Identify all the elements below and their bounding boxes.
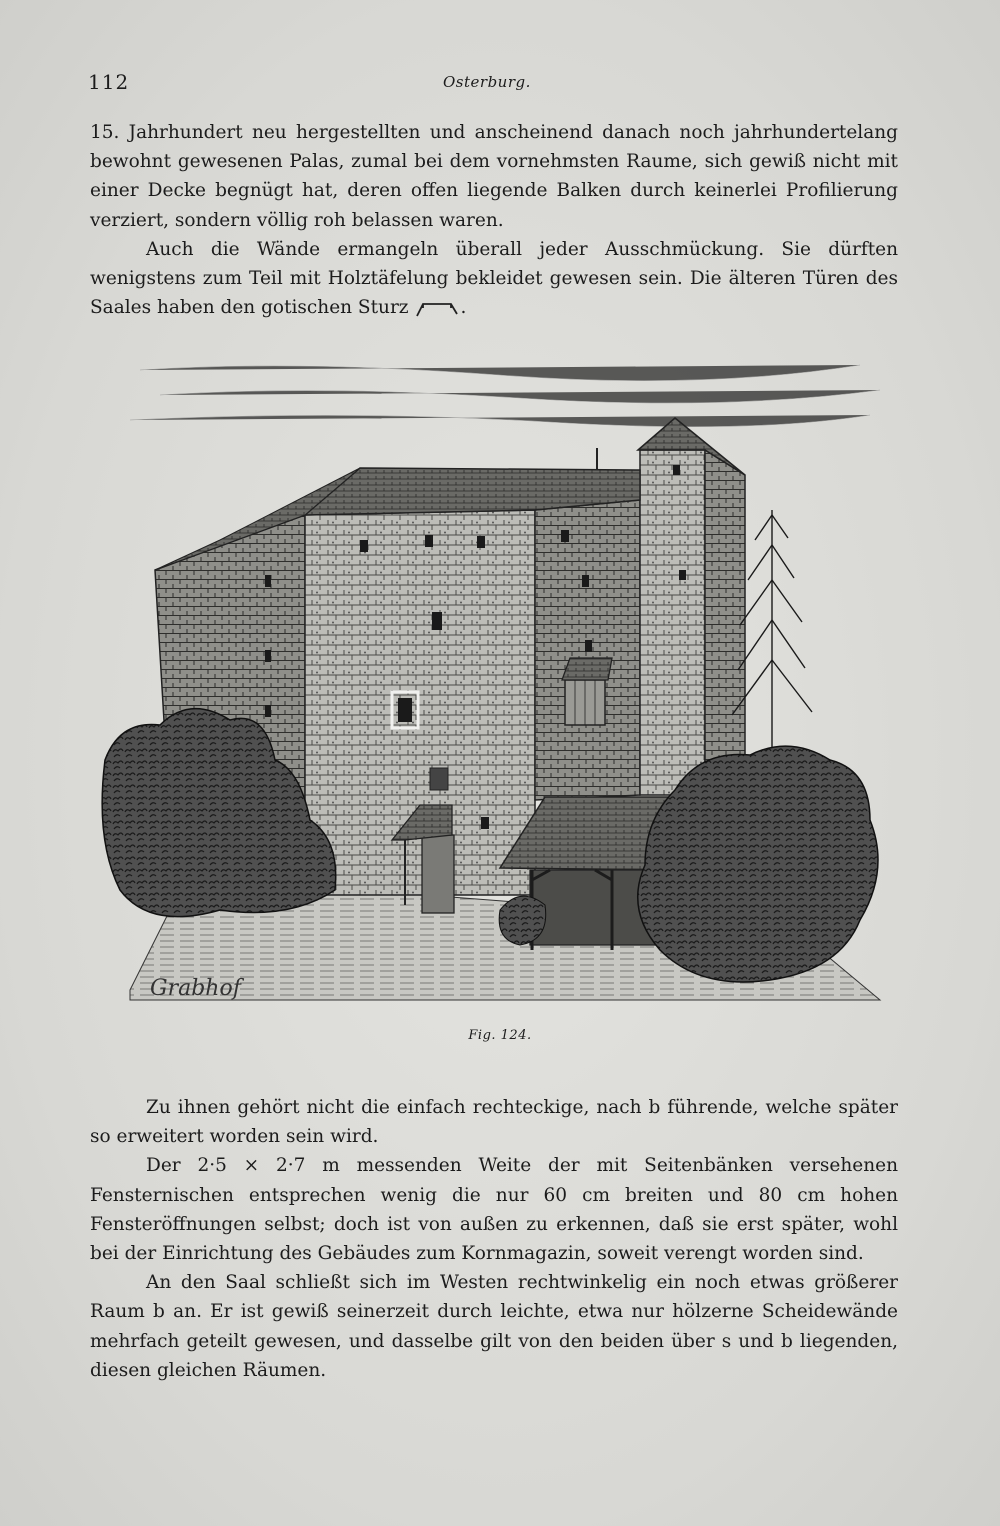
paragraph: Der 2·5 × 2·7 m messenden Weite der mit Seitenbänken versehenen Fensternischen entsprechen wenig die nur 60 cm breiten und 80 cm hohen Fensteröffnungen selbst; doch ist von außen zu erkennen, daß sie erst später, wohl bei der Einrichtung des Gebäudes zum Kornmagazin, soweit verengt worden sind. — [90, 1155, 898, 1265]
paragraph-text: Auch die Wände ermangeln überall jeder Ausschmückung. Sie dürften wenigstens zum Teil mit Holztäfelung bekleidet gewesen sein. Die älteren Türen des Saales haben den gotischen Sturz — [90, 238, 898, 319]
paragraph: An den Saal schließt sich im Westen rechtwinkelig ein noch etwas größerer Raum b an. Er ist gewiß seinerzeit durch leichte, etwa nur hölzerne Scheidewände mehrfach geteilt gewesen, und dasselbe gilt von den beiden über s und b liegenden, diesen gleichen Räumen. — [90, 1272, 898, 1381]
page-number: 112 — [88, 70, 130, 94]
paragraph: Auch die Wände ermangeln überall jeder Ausschmückung. Sie dürften wenigstens zum Teil mit Holztäfelung bekleidet gewesen sein. Die älteren Türen des Saales haben den gotischen Sturz . — [90, 238, 898, 319]
body-text-top — [90, 118, 898, 322]
figure-caption: Fig. 124. — [468, 1028, 532, 1043]
castle-illustration — [100, 350, 900, 1020]
artist-signature: Grabhof — [150, 976, 241, 1001]
paragraph: Zu ihnen gehört nicht die einfach rechteckige, nach b führende, welche später so erweitert worden sein wird. — [90, 1097, 898, 1148]
paragraph: 15. Jahrhundert neu hergestellten und anscheinend danach noch jahrhundertelang bewohnt gewesenen Palas, zumal bei dem vornehmsten Raume, sich gewiß nicht mit einer Decke begnügt hat, deren offen liegende Balken durch keinerlei Profilierung verziert, sondern völlig roh belassen waren. — [90, 122, 898, 231]
body-text-bottom — [90, 1093, 898, 1385]
page-header — [88, 70, 908, 100]
running-title: Osterburg. — [443, 73, 531, 91]
gothic-lintel-symbol — [415, 298, 461, 318]
